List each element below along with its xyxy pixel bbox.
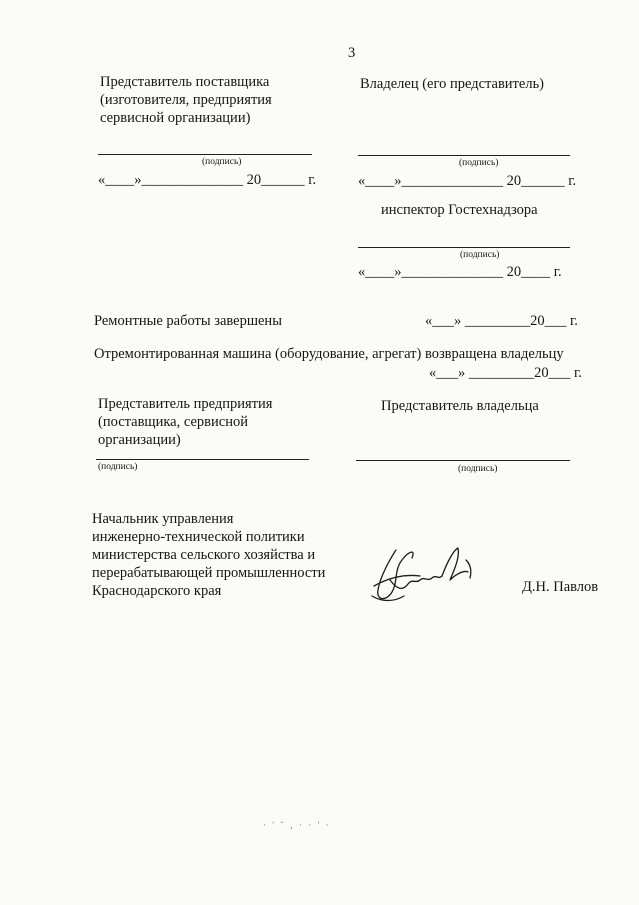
- head-title-line: инженерно-технической политики: [92, 529, 305, 545]
- owner-label: Владелец (его представитель): [360, 76, 545, 92]
- head-title-line: министерства сельского хозяйства и: [92, 547, 316, 563]
- owner-signature-line: [358, 155, 570, 156]
- supplier-rep-label-line: Представитель поставщика: [100, 74, 270, 90]
- supplier-rep-signature-line: [98, 154, 312, 155]
- enterprise-rep-label-line: (поставщика, сервисной: [98, 414, 248, 430]
- repair-completed-date: «___» _________20___ г.: [425, 313, 578, 329]
- supplier-rep-label: [100, 73, 272, 127]
- inspector-label: инспектор Гостехнадзора: [381, 202, 538, 218]
- owner-rep-signature-line: [356, 460, 570, 461]
- enterprise-rep-label: [98, 395, 272, 449]
- head-title-line: Начальник управления: [92, 511, 234, 527]
- owner-date: «____»______________ 20______ г.: [358, 173, 577, 189]
- supplier-rep-label-line: сервисной организации): [100, 110, 251, 126]
- head-name: Д.Н. Павлов: [522, 579, 599, 595]
- signature: [368, 540, 488, 610]
- head-title-line: перерабатывающей промышленности: [92, 565, 326, 581]
- scan-noise: · ′ ˇ ‚ · · ′ ·: [263, 820, 331, 830]
- supplier-rep-date: «____»______________ 20______ г.: [98, 172, 317, 188]
- enterprise-rep-sign-caption: (подпись): [98, 462, 138, 472]
- inspector-date: «____»______________ 20____ г.: [358, 264, 562, 280]
- supplier-rep-label-line: (изготовителя, предприятия: [100, 92, 272, 108]
- head-title-line: Краснодарского края: [92, 583, 222, 599]
- repair-completed-label: Ремонтные работы завершены: [94, 313, 282, 329]
- supplier-rep-sign-caption: (подпись): [202, 157, 242, 167]
- enterprise-rep-label-line: Представитель предприятия: [98, 396, 273, 412]
- owner-rep-sign-caption: (подпись): [458, 464, 498, 474]
- page-number: 3: [348, 45, 356, 61]
- inspector-signature-line: [358, 247, 570, 248]
- enterprise-rep-label-line: организации): [98, 432, 181, 448]
- owner-rep-label: Представитель владельца: [381, 398, 539, 414]
- owner-sign-caption: (подпись): [459, 158, 499, 168]
- returned-date: «___» _________20___ г.: [429, 365, 582, 381]
- head-title: [92, 510, 325, 600]
- inspector-sign-caption: (подпись): [460, 250, 500, 260]
- enterprise-rep-signature-line: [96, 459, 309, 460]
- returned-label: Отремонтированная машина (оборудование, агрегат) возвращена владельцу: [94, 346, 564, 362]
